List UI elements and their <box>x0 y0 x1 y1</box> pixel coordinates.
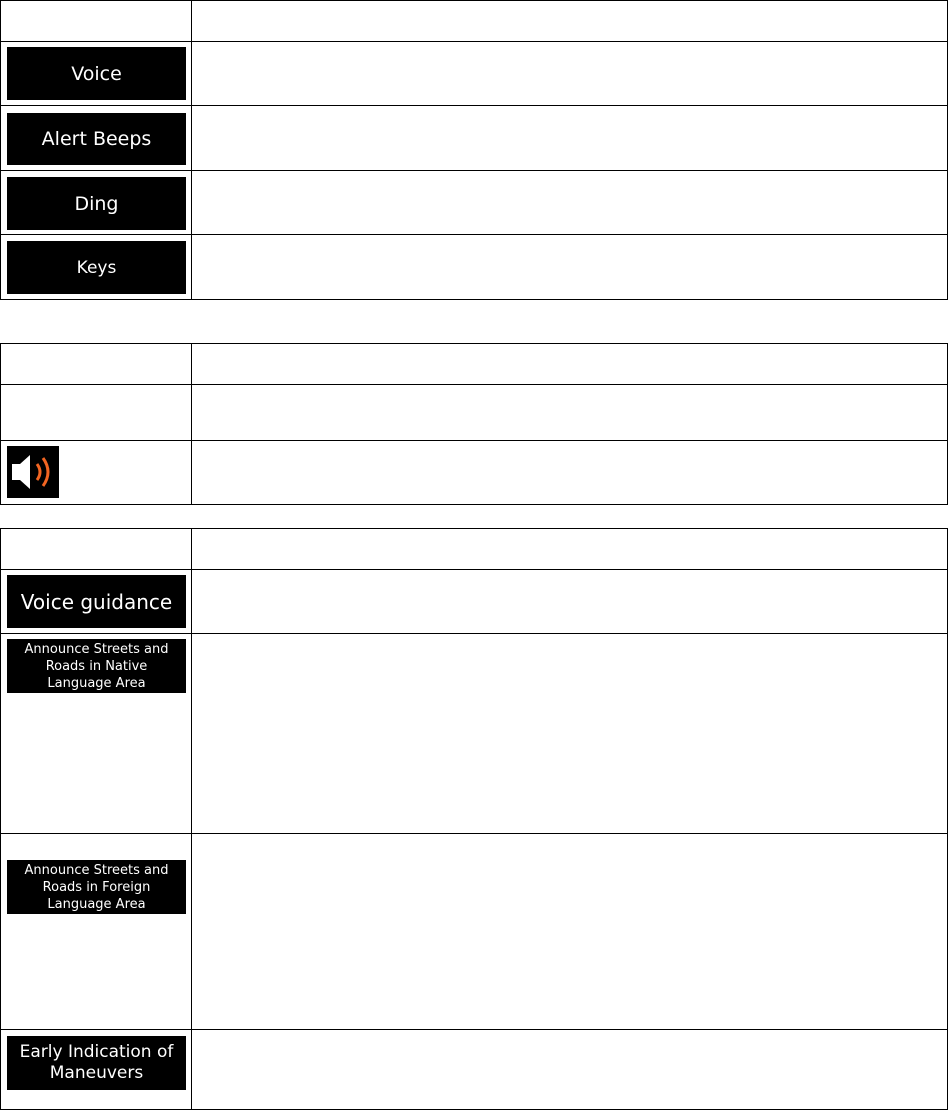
table-row <box>1 171 948 235</box>
table-header-row <box>1 1 948 42</box>
table-row <box>1 235 948 300</box>
sound-types-table <box>0 0 948 300</box>
description-cell <box>192 834 948 1030</box>
table-row <box>1 570 948 634</box>
description-cell <box>192 1030 948 1110</box>
table-header-row <box>1 344 948 385</box>
icon-cell <box>1 441 192 505</box>
early-indication-button[interactable]: Early Indication of Maneuvers <box>7 1036 186 1090</box>
button-cell <box>1 42 192 106</box>
speaker-volume-icon[interactable] <box>7 446 59 498</box>
description-cell <box>192 235 948 300</box>
table-header-row <box>1 529 948 570</box>
voice-button[interactable]: Voice <box>7 47 186 100</box>
header-cell <box>1 529 192 570</box>
header-cell <box>1 1 192 42</box>
volume-table <box>0 343 948 505</box>
table-row <box>1 42 948 106</box>
table-row <box>1 834 948 1030</box>
description-cell <box>192 106 948 171</box>
description-cell <box>192 441 948 505</box>
announce-foreign-language-button[interactable]: Announce Streets and Roads in Foreign Language Area <box>7 860 186 914</box>
description-cell <box>192 385 948 441</box>
button-cell <box>1 1030 192 1110</box>
button-cell <box>1 570 192 634</box>
button-cell <box>1 634 192 834</box>
table-row <box>1 385 948 441</box>
keys-button[interactable]: Keys <box>7 241 186 294</box>
button-cell <box>1 171 192 235</box>
header-cell <box>1 344 192 385</box>
description-cell <box>192 42 948 106</box>
header-cell <box>192 344 948 385</box>
empty-cell <box>1 385 192 441</box>
alert-beeps-button[interactable]: Alert Beeps <box>7 113 186 165</box>
voice-guidance-button[interactable]: Voice guidance <box>7 575 186 628</box>
announce-native-language-button[interactable]: Announce Streets and Roads in Native Language Area <box>7 639 186 693</box>
table-row <box>1 441 948 505</box>
table-row <box>1 634 948 834</box>
button-cell <box>1 106 192 171</box>
voice-guidance-table <box>0 528 948 1110</box>
description-cell <box>192 570 948 634</box>
description-cell <box>192 634 948 834</box>
button-cell <box>1 834 192 1030</box>
description-cell <box>192 171 948 235</box>
header-cell <box>192 529 948 570</box>
button-cell <box>1 235 192 300</box>
table-row <box>1 1030 948 1110</box>
header-cell <box>192 1 948 42</box>
ding-button[interactable]: Ding <box>7 177 186 230</box>
table-row <box>1 106 948 171</box>
